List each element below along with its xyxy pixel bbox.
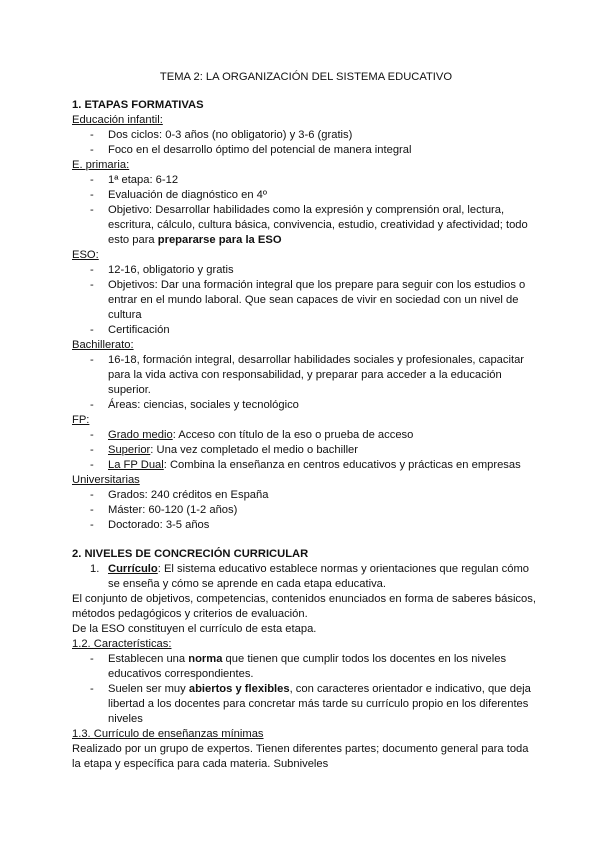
fp-term: Grado medio bbox=[108, 429, 173, 441]
list-item bbox=[72, 443, 540, 458]
list-item: - Grados: 240 créditos en España bbox=[72, 488, 540, 503]
objective-text: Objetivo: Desarrollar habilidades como la expresión y comprensión oral, lectura, escritura, cálculo, cultura básica, convivencia, estudio, creatividad y afectividad; todo esto para bbox=[108, 204, 528, 246]
label-bachillerato: Bachillerato: bbox=[72, 339, 134, 351]
section-heading-etapas: 1. ETAPAS FORMATIVAS bbox=[72, 99, 204, 111]
document-title: TEMA 2: LA ORGANIZACIÓN DEL SISTEMA EDUCATIVO bbox=[159, 71, 453, 83]
fp-term: La FP Dual bbox=[108, 459, 164, 471]
fp-term: Superior bbox=[108, 444, 151, 456]
text-part: Suelen ser muy bbox=[108, 683, 189, 695]
paragraph: El conjunto de objetivos, competencias, contenidos enunciados en forma de saberes básicos, métodos pedagógicos y criterios de evaluación. bbox=[72, 593, 536, 620]
list-item-curriculo bbox=[72, 562, 540, 592]
paragraph: De la ESO constituyen el currículo de esta etapa. bbox=[72, 623, 317, 635]
list-universitarias bbox=[72, 488, 540, 533]
curriculo-text: : El sistema educativo establece normas y orientaciones que regulan cómo se enseña y cómo se aprende en cada etapa educativa. bbox=[108, 563, 529, 590]
objective-bold: prepararse para la ESO bbox=[157, 234, 282, 246]
text-part: Establecen una bbox=[108, 653, 189, 665]
list-item bbox=[72, 203, 540, 248]
list-bachillerato bbox=[72, 353, 540, 413]
label-caracteristicas: 1.2. Características: bbox=[72, 638, 172, 650]
list-item: - Máster: 60-120 (1-2 años) bbox=[72, 503, 540, 518]
paragraph: Realizado por un grupo de expertos. Tienen diferentes partes; documento general para toda la etapa y específica para cada materia. Subniveles bbox=[72, 743, 529, 770]
list-eso bbox=[72, 263, 540, 338]
label-eso: ESO: bbox=[72, 249, 99, 261]
label-primaria: E. primaria: bbox=[72, 159, 130, 171]
list-item: - Áreas: ciencias, sociales y tecnológico bbox=[72, 398, 540, 413]
list-item: - Doctorado: 3-5 años bbox=[72, 518, 540, 533]
list-fp bbox=[72, 428, 540, 473]
list-item: - 16-18, formación integral, desarrollar habilidades sociales y profesionales, capacitar para la vida activa con responsabilidad, y preparar para acceder a la educación superior. bbox=[72, 353, 540, 398]
bold-part: norma bbox=[188, 653, 223, 665]
list-caracteristicas bbox=[72, 652, 540, 727]
fp-text: : Combina la enseñanza en centros educativos y prácticas en empresas bbox=[163, 459, 521, 471]
section-heading-niveles: 2. NIVELES DE CONCRECIÓN CURRICULAR bbox=[72, 548, 309, 560]
list-item bbox=[72, 682, 540, 727]
list-item bbox=[72, 428, 540, 443]
text-part: , con caracteres orientador e indicativo, que deja libertad a los docentes para concretar más tarde su currículo propio en los diferentes niveles bbox=[108, 683, 531, 725]
curriculo-term: Currículo bbox=[108, 563, 158, 575]
fp-text: : Una vez completado el medio o bachiller bbox=[150, 444, 358, 456]
label-universitarias: Universitarias bbox=[72, 474, 140, 486]
list-item: - Foco en el desarrollo óptimo del potencial de manera integral bbox=[72, 143, 540, 158]
list-infantil bbox=[72, 128, 540, 158]
label-infantil: Educación infantil: bbox=[72, 114, 163, 126]
list-item bbox=[72, 458, 540, 473]
text-part: que tienen que cumplir todos los docentes en los niveles educativos correspondientes. bbox=[108, 653, 507, 680]
list-number: 1. bbox=[90, 563, 100, 575]
list-item: - Objetivos: Dar una formación integral que los prepare para seguir con los estudios o entrar en el mundo laboral. Que sean capaces de vivir en sociedad con un nivel de cultura bbox=[72, 278, 540, 323]
label-minimas: 1.3. Currículo de enseñanzas mínimas bbox=[72, 728, 264, 740]
list-primaria bbox=[72, 173, 540, 248]
list-item: - Dos ciclos: 0-3 años (no obligatorio) y 3-6 (gratis) bbox=[72, 128, 540, 143]
list-item bbox=[72, 652, 540, 682]
list-item: - Certificación bbox=[72, 323, 540, 338]
list-item: - 12-16, obligatorio y gratis bbox=[72, 263, 540, 278]
fp-text: : Acceso con título de la eso o prueba de acceso bbox=[172, 429, 414, 441]
numbered-list bbox=[72, 562, 540, 592]
list-item: - 1ª etapa: 6-12 bbox=[72, 173, 540, 188]
label-fp: FP: bbox=[72, 414, 90, 426]
bold-part: abiertos y flexibles bbox=[188, 683, 290, 695]
list-item: - Evaluación de diagnóstico en 4º bbox=[72, 188, 540, 203]
